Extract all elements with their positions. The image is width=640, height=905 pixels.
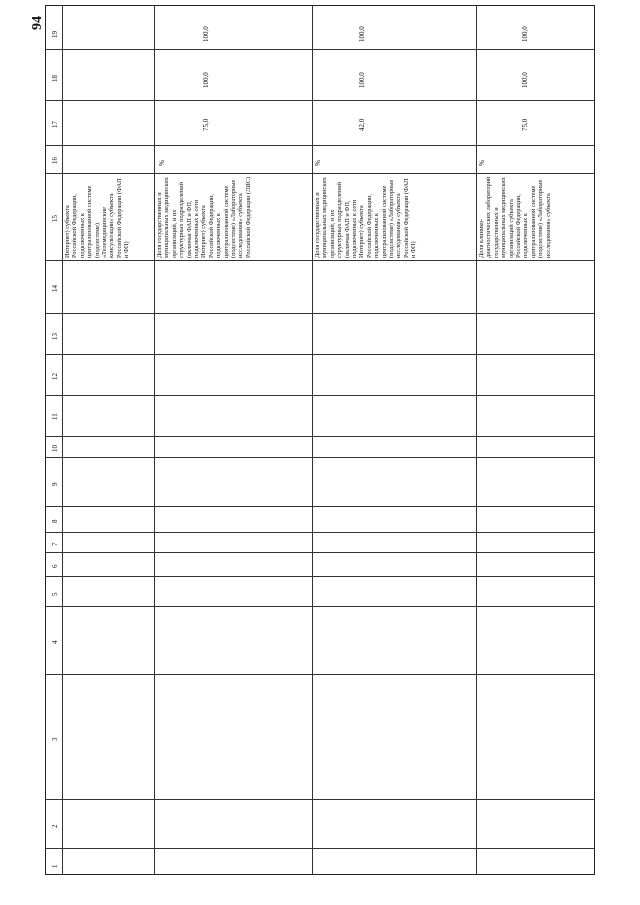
col-num-8: 8	[51, 519, 59, 523]
col-num-1: 1	[51, 864, 59, 868]
col-num-16: 16	[51, 157, 59, 164]
row-1-col18: 100,0	[202, 72, 210, 88]
col-num-6: 6	[51, 564, 59, 568]
col-num-3: 3	[51, 737, 59, 741]
col-num-15: 15	[51, 215, 59, 222]
col-num-19: 19	[51, 31, 59, 38]
col-num-4: 4	[51, 640, 59, 644]
row-3-indicator: Доля клинико-диагностических лабораторий государственных и муниципальных медицинских организаций субъекта Российской Федерации, подключенных к централизованной системе (подсистеме) «Лабораторные исследования» субъекта	[478, 176, 552, 258]
row-2-col18: 100,0	[358, 72, 366, 88]
row-2-col19: 100,0	[358, 26, 366, 42]
col-num-2: 2	[51, 824, 59, 828]
row-3-unit: %	[478, 160, 486, 166]
row-2-unit: %	[314, 160, 322, 166]
row-1-col17: 75,0	[202, 118, 210, 131]
row-3-col19: 100,0	[521, 26, 529, 42]
row-0-indicator: Интернет) субъекта Российской Федерации, подключенных к централизованной системе (подсистеме) «Телемедицинские консультации» субъекта Российской Федерации (ФАП и ФП)	[64, 178, 131, 258]
data-table	[45, 5, 595, 875]
col-num-5: 5	[51, 592, 59, 596]
row-1-col19: 100,0	[202, 26, 210, 42]
page-number: 94	[30, 16, 45, 30]
col-num-17: 17	[51, 121, 59, 128]
row-3-col17: 75,0	[521, 118, 529, 131]
col-num-18: 18	[51, 75, 59, 82]
col-num-9: 9	[51, 482, 59, 486]
col-num-13: 13	[51, 333, 59, 340]
col-num-7: 7	[51, 542, 59, 546]
col-num-12: 12	[51, 373, 59, 380]
col-num-10: 10	[51, 445, 59, 452]
col-num-11: 11	[51, 413, 59, 420]
row-2-col17: 42,0	[358, 118, 366, 131]
row-2-indicator: Доля государственных и муниципальных медицинских организаций, и их структурных подразделений (включая ФАП и ФП, подключенных к сети Интернет) субъекта Российской Федерации, подключенных к централизованной системе (подсистеме) «Лабораторные исследования» субъекта Российской Федерации (ФАП и ФП)	[314, 177, 418, 258]
col-num-14: 14	[51, 285, 59, 292]
row-1-indicator: Доля государственных и муниципальных медицинских организаций, и их структурных подразделений (включая ФАП и ФП, подключенных к сети Интернет) субъекта Российской Федерации, подключенных к централизованной системе (подсистеме) «Лабораторные исследования» субъекта Российской Федерации (ЛИС)	[156, 176, 252, 258]
row-3-col18: 100,0	[521, 72, 529, 88]
row-1-unit: %	[158, 160, 166, 166]
